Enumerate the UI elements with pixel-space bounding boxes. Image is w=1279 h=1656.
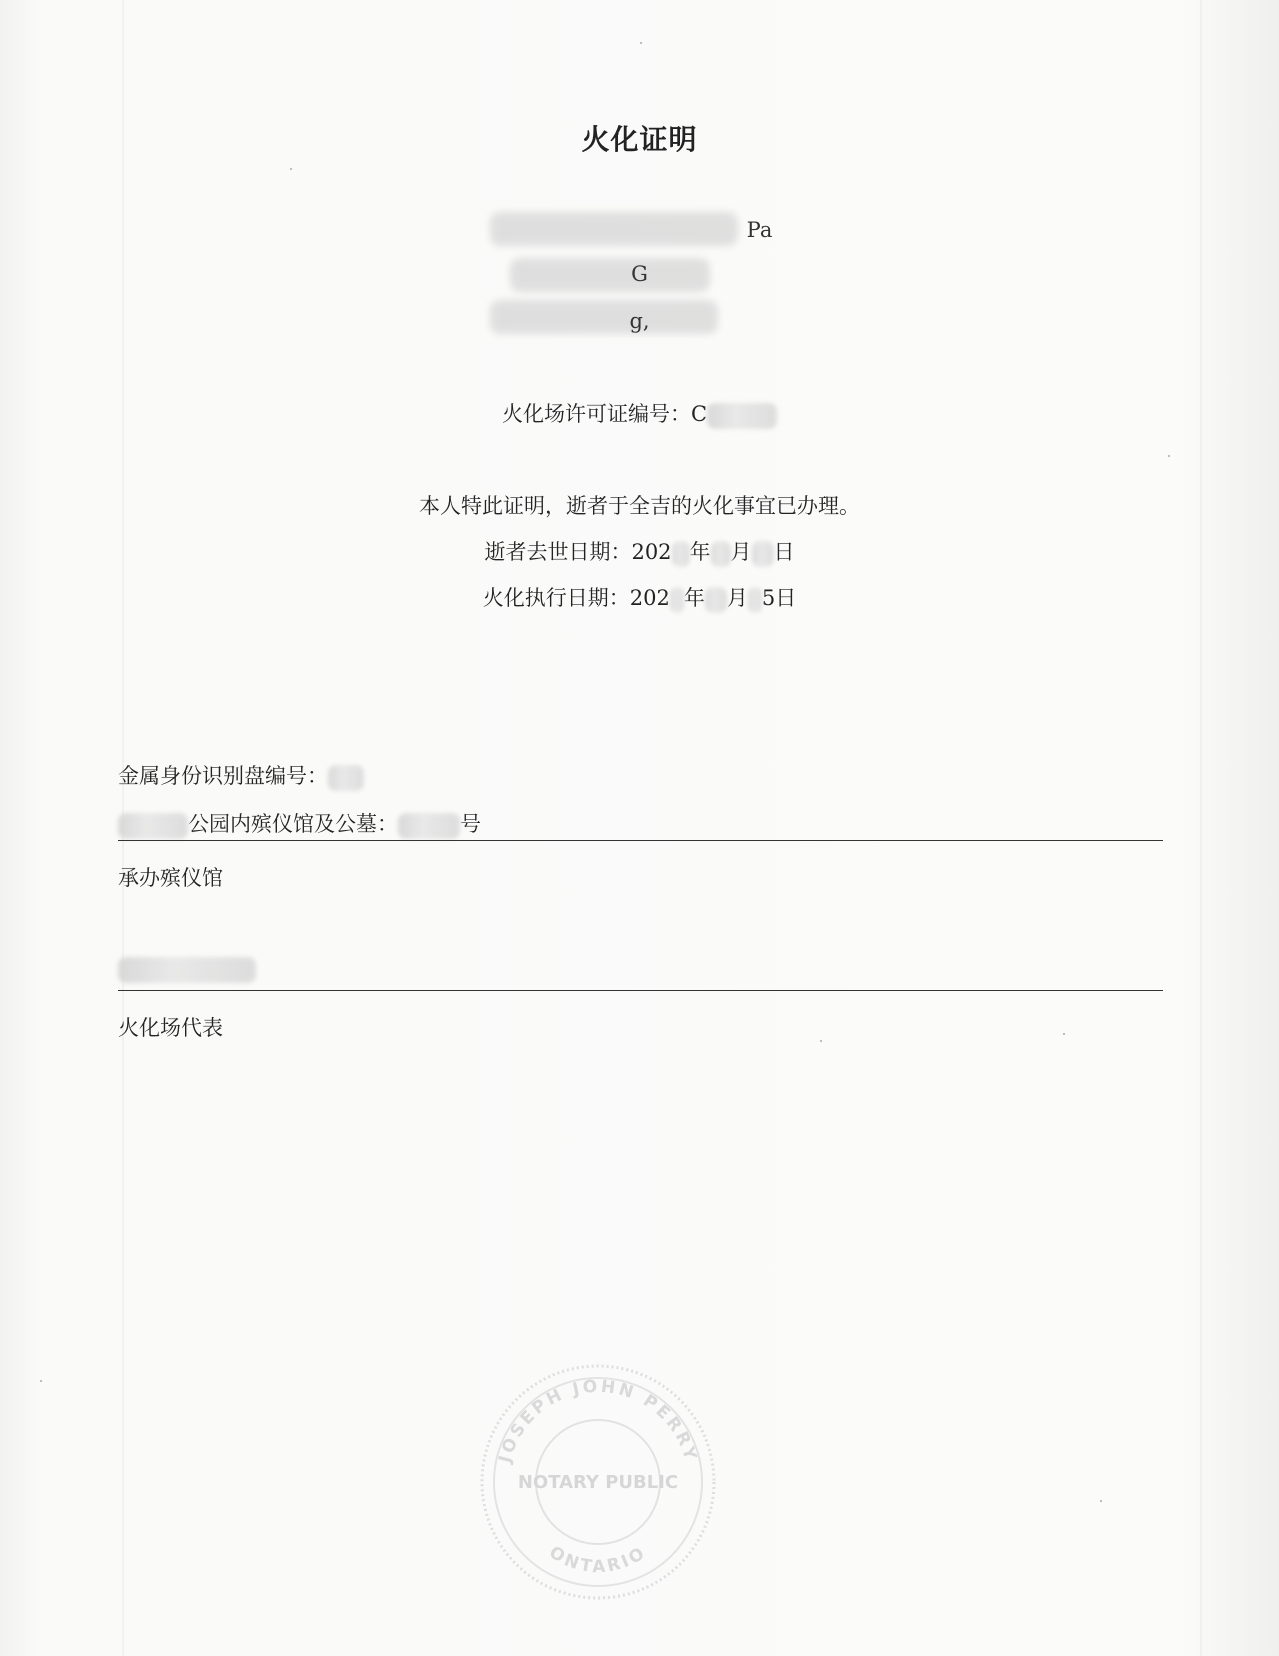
cremation-date-month-unit: 月 <box>726 586 748 610</box>
death-date-label: 逝者去世日期： <box>484 540 632 564</box>
paper-speck <box>820 1040 822 1042</box>
permit-number-row <box>0 398 1279 429</box>
funeral-home-label: 承办殡仪馆 <box>118 866 223 890</box>
paper-speck <box>1100 1500 1102 1502</box>
page-edge <box>1200 0 1202 1656</box>
cremation-date-year: 202 <box>629 586 670 610</box>
address-line-3: g, <box>629 309 650 333</box>
cremation-date-label: 火化执行日期： <box>482 586 630 610</box>
permit-value: C <box>690 402 708 426</box>
redaction-blur <box>670 587 684 613</box>
redaction-blur <box>748 587 762 613</box>
certification-statement: 本人特此证明，逝者于全吉的火化事宜已办理。 <box>419 494 860 518</box>
cemetery-suffix: 号 <box>460 812 481 836</box>
death-date-row <box>0 536 1279 567</box>
redaction-blur <box>328 765 364 791</box>
crematorium-rep-label: 火化场代表 <box>118 1016 223 1040</box>
death-date-day-unit: 日 <box>773 540 795 564</box>
metal-disc-row <box>118 760 364 791</box>
redaction-blur <box>118 957 256 983</box>
seal-bottom-text: ONTARIO <box>545 1542 651 1578</box>
paper-speck <box>40 1380 42 1382</box>
redaction-blur <box>705 587 727 613</box>
notary-seal <box>478 1362 718 1602</box>
cremation-date-row <box>0 582 1279 613</box>
redaction-blur <box>118 813 188 839</box>
svg-text:ONTARIO <box>545 1542 650 1577</box>
seal-top-text: JOSEPH JOHN PERRY <box>495 1376 701 1465</box>
paper-speck <box>290 168 292 170</box>
cemetery-label: 公园内殡仪馆及公墓： <box>188 812 398 836</box>
redaction-blur <box>672 541 690 567</box>
svg-text:JOSEPH JOHN PERRY <box>495 1377 701 1466</box>
permit-label: 火化场许可证编号： <box>501 402 691 426</box>
death-date-year: 202 <box>631 540 672 564</box>
address-line-1: Pa <box>746 218 773 242</box>
death-date-month-unit: 月 <box>730 540 752 564</box>
redaction-blur <box>711 541 731 567</box>
signature-rule <box>118 990 1163 991</box>
cremation-date-day-unit: 日 <box>775 586 797 610</box>
document-title: 火化证明 <box>581 123 698 156</box>
redaction-blur <box>398 813 460 839</box>
seal-middle-text: NOTARY PUBLIC <box>517 1472 679 1493</box>
cremation-date-year-unit: 年 <box>683 586 705 610</box>
funeral-home-name <box>118 956 256 983</box>
signature-rule <box>118 840 1163 841</box>
cremation-date-day: 5 <box>761 586 776 610</box>
redaction-blur <box>752 541 774 567</box>
redaction-blur <box>707 403 777 429</box>
cemetery-row <box>118 808 481 839</box>
metal-disc-label: 金属身份识别盘编号： <box>118 764 328 788</box>
address-line-2: G <box>631 262 648 286</box>
paper-speck <box>640 42 642 44</box>
paper-speck <box>1063 1033 1065 1035</box>
death-date-year-unit: 年 <box>689 540 711 564</box>
paper-speck <box>1168 455 1170 457</box>
